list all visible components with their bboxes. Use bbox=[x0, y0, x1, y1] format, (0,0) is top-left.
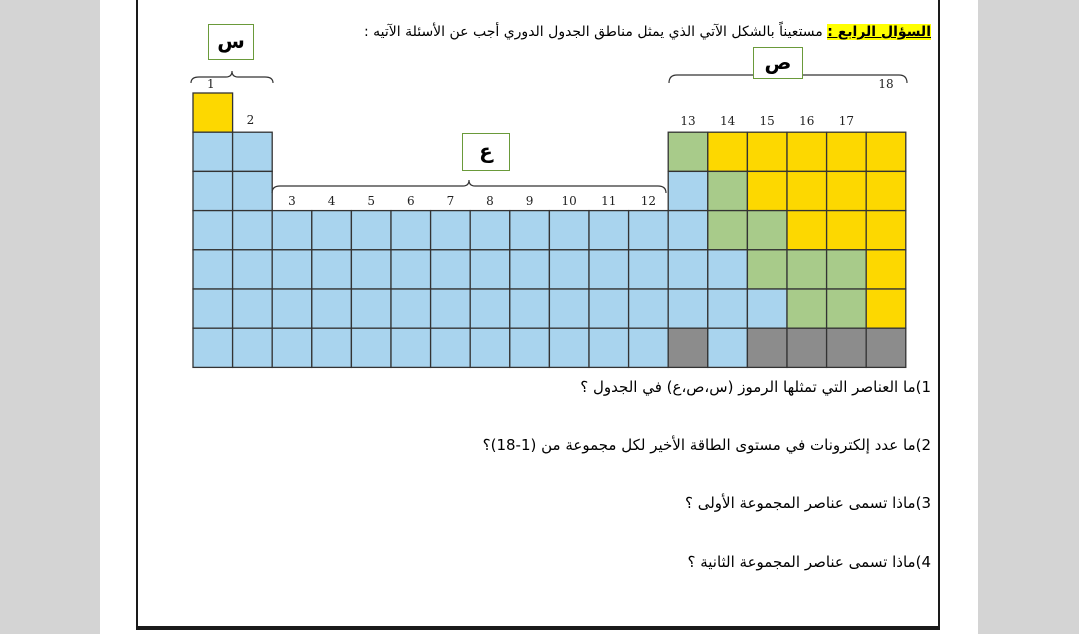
element-cell bbox=[787, 171, 827, 210]
element-cell bbox=[747, 328, 787, 367]
element-cell bbox=[708, 250, 748, 289]
element-cell bbox=[510, 211, 550, 250]
element-cell bbox=[549, 289, 589, 328]
element-cell bbox=[668, 211, 708, 250]
element-cell bbox=[431, 211, 471, 250]
element-cell bbox=[312, 328, 352, 367]
element-cell bbox=[589, 211, 629, 250]
region-brace bbox=[272, 180, 666, 193]
element-cell bbox=[470, 250, 510, 289]
element-cell bbox=[193, 250, 233, 289]
element-cell bbox=[827, 132, 867, 171]
group-number: 7 bbox=[446, 194, 455, 208]
element-cell bbox=[391, 211, 431, 250]
question-4: 4)ماذا تسمى عناصر المجموعة الثانية ؟ bbox=[687, 553, 931, 571]
group-number: 2 bbox=[246, 113, 255, 127]
element-cell bbox=[193, 132, 233, 171]
element-cell bbox=[827, 211, 867, 250]
element-cell bbox=[391, 289, 431, 328]
element-cell bbox=[866, 250, 906, 289]
element-cell bbox=[193, 171, 233, 210]
element-cell bbox=[391, 328, 431, 367]
element-cell bbox=[193, 289, 233, 328]
element-cell bbox=[708, 328, 748, 367]
element-cell bbox=[629, 250, 669, 289]
element-cell bbox=[470, 328, 510, 367]
region-label-a: ع bbox=[462, 133, 510, 171]
element-cell bbox=[193, 211, 233, 250]
region-label-s: س bbox=[208, 24, 254, 60]
element-cell bbox=[233, 328, 273, 367]
element-cell bbox=[708, 171, 748, 210]
element-cell bbox=[312, 289, 352, 328]
element-cell bbox=[747, 211, 787, 250]
group-number: 11 bbox=[601, 194, 617, 208]
element-cell bbox=[431, 289, 471, 328]
element-cell bbox=[827, 171, 867, 210]
region-label-p: ص bbox=[753, 47, 803, 79]
element-cell bbox=[827, 328, 867, 367]
group-number: 16 bbox=[799, 114, 815, 128]
element-cell bbox=[549, 250, 589, 289]
element-cell bbox=[233, 211, 273, 250]
element-cell bbox=[668, 250, 708, 289]
element-cell bbox=[668, 171, 708, 210]
question-3: 3)ماذا تسمى عناصر المجموعة الأولى ؟ bbox=[685, 494, 931, 512]
question-instruction: مستعيناً بالشكل الآتي الذي يمثل مناطق الجدول الدوري أجب عن الأسئلة الآتيه : bbox=[363, 24, 823, 40]
element-cell bbox=[827, 250, 867, 289]
element-cell bbox=[708, 132, 748, 171]
element-cell bbox=[589, 328, 629, 367]
group-number: 3 bbox=[288, 194, 296, 208]
element-cell bbox=[510, 289, 550, 328]
element-cell bbox=[193, 328, 233, 367]
group-number: 10 bbox=[561, 194, 577, 208]
element-cell bbox=[351, 289, 391, 328]
element-cell bbox=[589, 289, 629, 328]
element-cell bbox=[866, 289, 906, 328]
element-cell bbox=[629, 289, 669, 328]
element-cell bbox=[866, 132, 906, 171]
element-cell bbox=[866, 211, 906, 250]
element-cell bbox=[470, 211, 510, 250]
group-number: 15 bbox=[759, 114, 775, 128]
element-cell bbox=[233, 250, 273, 289]
element-cell bbox=[787, 289, 827, 328]
element-cell bbox=[827, 289, 867, 328]
question-2: 2)ما عدد إلكترونات في مستوى الطاقة الأخير لكل مجموعة من (1-18)؟ bbox=[482, 436, 931, 454]
group-number: 8 bbox=[486, 194, 494, 208]
element-cell bbox=[787, 250, 827, 289]
element-cell bbox=[312, 250, 352, 289]
element-cell bbox=[391, 250, 431, 289]
element-cell bbox=[589, 250, 629, 289]
element-cell bbox=[351, 328, 391, 367]
element-cell bbox=[510, 328, 550, 367]
element-cell bbox=[668, 132, 708, 171]
element-cell bbox=[351, 250, 391, 289]
element-cell bbox=[312, 211, 352, 250]
group-number: 14 bbox=[719, 114, 736, 128]
element-cell bbox=[470, 289, 510, 328]
element-cell bbox=[747, 132, 787, 171]
element-cell bbox=[708, 211, 748, 250]
element-cell bbox=[431, 328, 471, 367]
element-cell bbox=[193, 93, 233, 132]
element-cell bbox=[629, 328, 669, 367]
element-cell bbox=[747, 171, 787, 210]
group-number: 18 bbox=[878, 77, 894, 91]
group-number: 4 bbox=[327, 194, 336, 208]
element-cell bbox=[747, 250, 787, 289]
element-cell bbox=[747, 289, 787, 328]
element-cell bbox=[668, 328, 708, 367]
element-cell bbox=[351, 211, 391, 250]
element-cell bbox=[272, 250, 312, 289]
question-1: 1)ما العناصر التي تمثلها الرموز (س،ص،ع) في الجدول ؟ bbox=[580, 378, 931, 396]
element-cell bbox=[787, 328, 827, 367]
element-cell bbox=[787, 132, 827, 171]
group-number: 12 bbox=[640, 194, 657, 208]
element-cell bbox=[787, 211, 827, 250]
question-label: السؤال الرابع : bbox=[827, 24, 931, 40]
element-cell bbox=[233, 289, 273, 328]
element-cell bbox=[272, 211, 312, 250]
element-cell bbox=[668, 289, 708, 328]
element-cell bbox=[510, 250, 550, 289]
group-number: 9 bbox=[525, 194, 534, 208]
group-number: 6 bbox=[406, 194, 415, 208]
element-cell bbox=[272, 328, 312, 367]
element-cell bbox=[629, 211, 669, 250]
group-number: 17 bbox=[838, 114, 855, 128]
element-cell bbox=[708, 289, 748, 328]
group-number: 5 bbox=[367, 194, 376, 208]
element-cell bbox=[272, 289, 312, 328]
element-cell bbox=[866, 171, 906, 210]
element-cell bbox=[549, 328, 589, 367]
group-number: 13 bbox=[680, 114, 696, 128]
region-brace bbox=[191, 71, 273, 83]
element-cell bbox=[233, 132, 273, 171]
element-cell bbox=[549, 211, 589, 250]
element-cell bbox=[866, 328, 906, 367]
element-cell bbox=[431, 250, 471, 289]
group-number: 1 bbox=[206, 77, 215, 91]
element-cell bbox=[233, 171, 273, 210]
